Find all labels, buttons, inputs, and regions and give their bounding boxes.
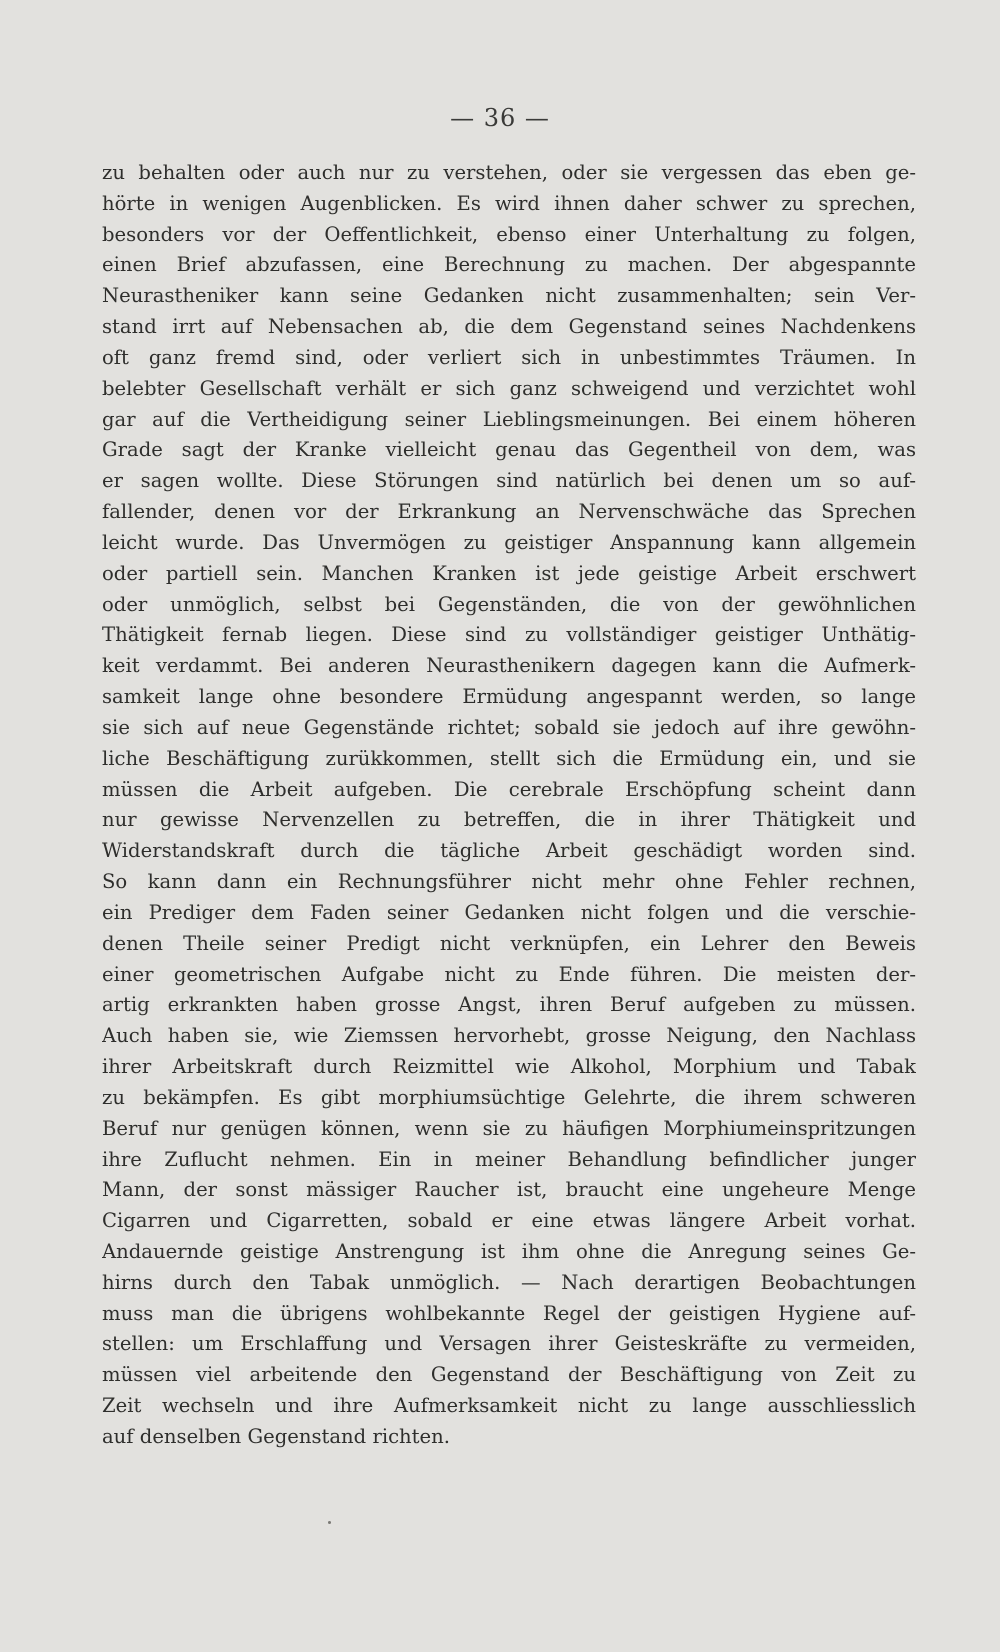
text-line: besonders vor der Oeffentlichkeit, ebenso einer Unterhaltung zu folgen, [102, 222, 916, 246]
text-line: oft ganz fremd sind, oder verliert sich in unbestimmtes Träumen. In [102, 345, 916, 369]
text-line: Mann, der sonst mässiger Raucher ist, braucht eine ungeheure Menge [102, 1178, 916, 1202]
text-line: einer geometrischen Aufgabe nicht zu Ende führen. Die meisten der- [102, 962, 916, 986]
text-line: hörte in wenigen Augenblicken. Es wird ihnen daher schwer zu sprechen, [102, 191, 916, 215]
text-line: muss man die übrigens wohlbekannte Regel der geistigen Hygiene auf- [102, 1301, 916, 1325]
text-line: stellen: um Erschlaffung und Versagen ihrer Geisteskräfte zu vermeiden, [102, 1332, 916, 1356]
text-line: nur gewisse Nervenzellen zu betreffen, die in ihrer Thätigkeit und [102, 808, 916, 832]
text-line: zu bekämpfen. Es gibt morphiumsüchtige Gelehrte, die ihrem schweren [102, 1085, 916, 1109]
text-line: müssen die Arbeit aufgeben. Die cerebrale Erschöpfung scheint dann [102, 777, 916, 801]
text-line: ein Prediger dem Faden seiner Gedanken nicht folgen und die verschie- [102, 900, 916, 924]
text-line: Zeit wechseln und ihre Aufmerksamkeit nicht zu lange ausschliesslich [102, 1394, 916, 1418]
text-line: Andauernde geistige Anstrengung ist ihm ohne die Anregung seines Ge- [102, 1239, 916, 1263]
text-line: keit verdammt. Bei anderen Neurasthenikern dagegen kann die Aufmerk- [102, 654, 916, 678]
text-line: belebter Gesellschaft verhält er sich ganz schweigend und verzichtet wohl [102, 376, 916, 400]
text-line: stand irrt auf Nebensachen ab, die dem Gegenstand seines Nachdenkens [102, 315, 916, 339]
text-line: So kann dann ein Rechnungsführer nicht mehr ohne Fehler rechnen, [102, 870, 916, 894]
text-line: oder unmöglich, selbst bei Gegenständen, die von der gewöhnlichen [102, 592, 916, 616]
text-line: oder partiell sein. Manchen Kranken ist jede geistige Arbeit erschwert [102, 561, 916, 585]
page-number: — 36 — [450, 104, 550, 132]
text-line: müssen viel arbeitende den Gegenstand der Beschäftigung von Zeit zu [102, 1363, 916, 1387]
text-line: sie sich auf neue Gegenstände richtet; sobald sie jedoch auf ihre gewöhn- [102, 715, 916, 739]
text-line: Neurastheniker kann seine Gedanken nicht zusammenhalten; sein Ver- [102, 284, 916, 308]
text-line: er sagen wollte. Diese Störungen sind natürlich bei denen um so auf- [102, 469, 916, 493]
text-line: Beruf nur genügen können, wenn sie zu häufigen Morphiumeinspritzungen [102, 1116, 916, 1140]
text-line: leicht wurde. Das Unvermögen zu geistiger Anspannung kann allgemein [102, 530, 916, 554]
text-line: hirns durch den Tabak unmöglich. — Nach derartigen Beobachtungen [102, 1270, 916, 1294]
text-line: Thätigkeit fernab liegen. Diese sind zu vollständiger geistiger Unthätig- [102, 623, 916, 647]
text-line: Auch haben sie, wie Ziemssen hervorhebt, grosse Neigung, den Nachlass [102, 1024, 916, 1048]
text-line: liche Beschäftigung zurükkommen, stellt sich die Ermüdung ein, und sie [102, 746, 916, 770]
text-line: Widerstandskraft durch die tägliche Arbeit geschädigt worden sind. [102, 839, 916, 863]
text-line: samkeit lange ohne besondere Ermüdung angespannt werden, so lange [102, 685, 916, 709]
body-text [102, 158, 916, 1453]
text-line: einen Brief abzufassen, eine Berechnung zu machen. Der abgespannte [102, 253, 916, 277]
text-line: fallender, denen vor der Erkrankung an Nervenschwäche das Sprechen [102, 500, 916, 524]
text-line: ihre Zuflucht nehmen. Ein in meiner Behandlung befindlicher junger [102, 1147, 916, 1171]
text-line: denen Theile seiner Predigt nicht verknüpfen, ein Lehrer den Beweis [102, 931, 916, 955]
text-line: auf denselben Gegenstand richten. [102, 1424, 450, 1448]
text-line: Grade sagt der Kranke vielleicht genau das Gegentheil von dem, was [102, 438, 916, 462]
text-line: zu behalten oder auch nur zu verstehen, oder sie vergessen das eben ge- [102, 161, 916, 184]
text-line: ihrer Arbeitskraft durch Reizmittel wie Alkohol, Morphium und Tabak [102, 1055, 916, 1079]
text-line: gar auf die Vertheidigung seiner Lieblingsmeinungen. Bei einem höheren [102, 407, 916, 431]
text-line: artig erkrankten haben grosse Angst, ihren Beruf aufgeben zu müssen. [102, 993, 916, 1017]
text-line: Cigarren und Cigarretten, sobald er eine etwas längere Arbeit vorhat. [102, 1209, 916, 1233]
paper-speck [328, 1521, 331, 1524]
